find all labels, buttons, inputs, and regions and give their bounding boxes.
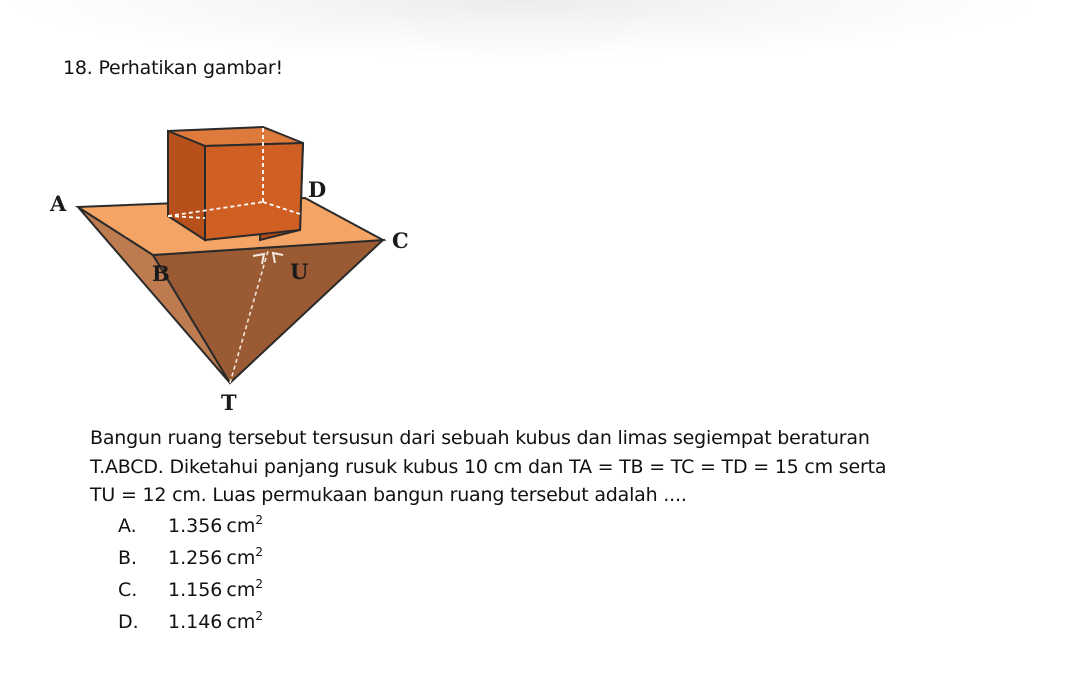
option-value: 1.356 (168, 515, 223, 537)
vertex-label-b: B (152, 261, 170, 286)
option-unit: cm (226, 579, 256, 601)
option-value: 1.256 (168, 547, 223, 569)
option-value: 1.156 (168, 579, 223, 601)
vertex-label-d: D (308, 177, 327, 202)
pyramid-face-front (153, 240, 383, 383)
option-d[interactable] (118, 606, 263, 638)
cube-main-face (205, 143, 303, 240)
option-value: 1.146 (168, 611, 223, 633)
composite-solid-diagram (40, 118, 440, 418)
problem-line-2: T.ABCD. Diketahui panjang rusuk kubus 10 cm dan TA = TB = TC = TD = 15 cm serta (90, 455, 887, 478)
option-a[interactable] (118, 510, 263, 542)
option-letter: D. (118, 611, 139, 633)
option-c[interactable] (118, 574, 263, 606)
option-unit: cm (226, 547, 256, 569)
option-letter: C. (118, 579, 138, 601)
vertex-label-c: C (392, 228, 409, 253)
option-letter: A. (118, 515, 137, 537)
answer-options (118, 510, 263, 638)
vertex-label-a: A (50, 191, 67, 216)
option-letter: B. (118, 547, 138, 569)
question-heading: 18. Perhatikan gambar! (63, 57, 283, 79)
option-unit-exponent: 2 (255, 577, 264, 591)
option-unit-exponent: 2 (255, 513, 264, 527)
option-b[interactable] (118, 542, 263, 574)
option-unit-exponent: 2 (255, 609, 264, 623)
option-unit-exponent: 2 (255, 545, 264, 559)
geometry-figure (40, 118, 440, 418)
problem-statement (90, 424, 1035, 510)
top-shadow (0, 0, 1080, 110)
option-unit: cm (226, 611, 256, 633)
vertex-label-t: T (221, 390, 237, 415)
vertex-label-u: U (290, 259, 309, 284)
option-unit: cm (226, 515, 256, 537)
problem-line-3: TU = 12 cm. Luas permukaan bangun ruang tersebut adalah .... (90, 484, 687, 506)
problem-line-1: Bangun ruang tersebut tersusun dari sebuah kubus dan limas segiempat beraturan (90, 427, 870, 449)
